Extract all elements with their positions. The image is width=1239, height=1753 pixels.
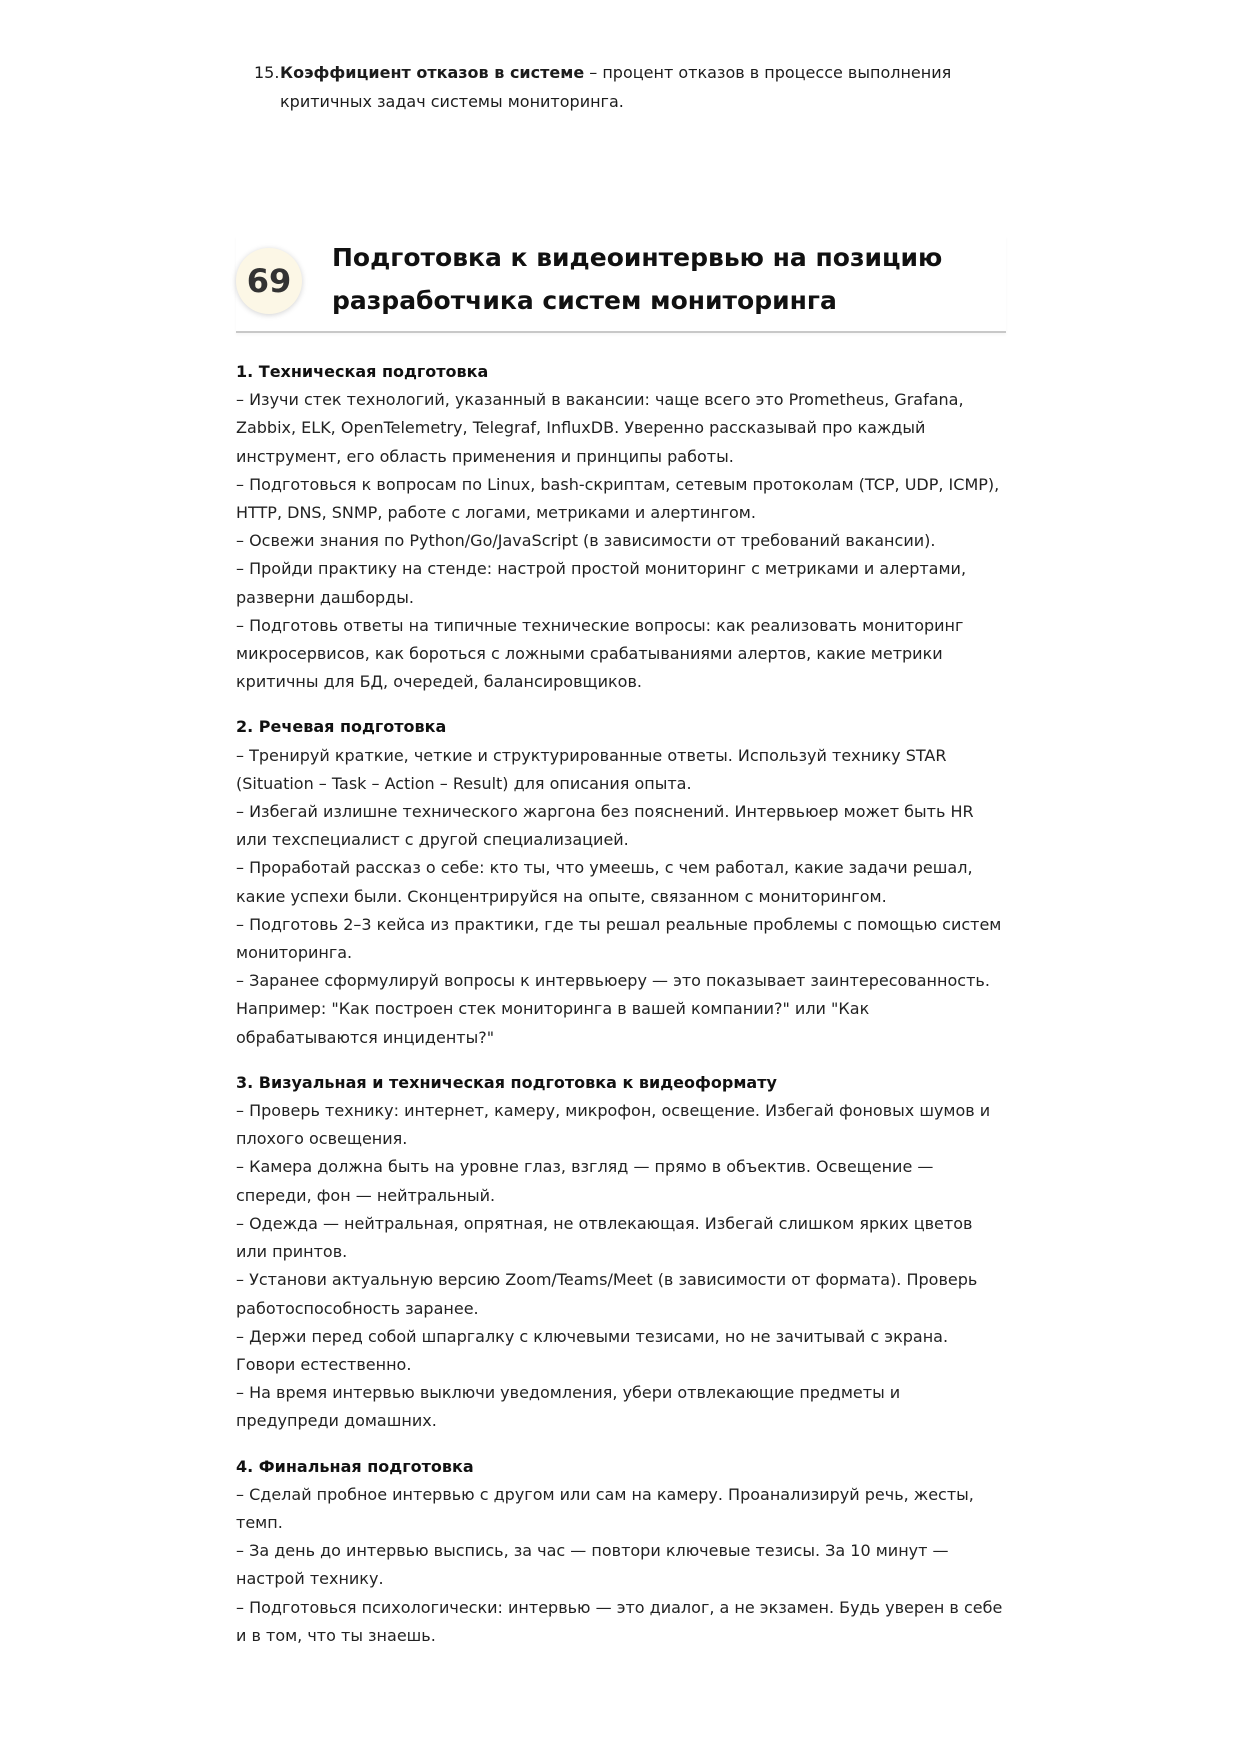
paragraph: – Проработай рассказ о себе: кто ты, что умеешь, с чем работал, какие задачи решал, какие успехи были. Сконцентрируйся на опыте, связанном с мониторингом.	[236, 858, 973, 906]
section-technical	[236, 358, 1006, 696]
section-heading: 4. Финальная подготовка	[236, 1456, 474, 1476]
paragraph: – Подготовься психологически: интервью — это диалог, а не экзамен. Будь уверен в себе и в том, что ты знаешь.	[236, 1597, 1003, 1645]
list-item-term: Коэффициент отказов в системе	[280, 63, 585, 82]
paragraph: – Подготовься к вопросам по Linux, bash-скриптам, сетевым протоколам (TCP, UDP, ICMP), HTTP, DNS, SNMP, работе с логами, метриками и алертингом.	[236, 474, 1000, 523]
list-item-text	[254, 58, 954, 116]
list-item-15	[254, 58, 954, 116]
paragraph: – Избегай излишне технического жаргона без пояснений. Интервьюер может быть HR или техспециалист с другой специализацией.	[236, 802, 974, 850]
paragraph: – Одежда — нейтральная, опрятная, не отвлекающая. Избегай слишком ярких цветов или принтов.	[236, 1213, 973, 1262]
paragraph: – Освежи знания по Python/Go/JavaScript (в зависимости от требований вакансии).	[236, 531, 936, 551]
paragraph: – Сделай пробное интервью с другом или сам на камеру. Проанализируй речь, жесты, темп.	[236, 1484, 974, 1532]
list-item-number: 15.	[254, 63, 280, 82]
paragraph: – Установи актуальную версию Zoom/Teams/Meet (в зависимости от формата). Проверь работоспособность заранее.	[236, 1270, 978, 1318]
paragraph: – Заранее сформулируй вопросы к интервьюеру — это показывает заинтересованность. Например: "Как построен стек мониторинга в вашей компании?" или "Как обрабатываются инциденты?"	[236, 971, 990, 1047]
paragraph: – Подготовь ответы на типичные технические вопросы: как реализовать мониторинг микросервисов, как бороться с ложными срабатываниями алертов, какие метрики критичны для БД, очередей, балансировщиков.	[236, 615, 964, 692]
paragraph: – Подготовь 2–3 кейса из практики, где ты решал реальные проблемы с помощью систем мониторинга.	[236, 914, 1002, 963]
paragraph: – Проверь технику: интернет, камеру, микрофон, освещение. Избегай фоновых шумов и плохого освещения.	[236, 1101, 991, 1149]
section-heading: 3. Визуальная и техническая подготовка к видеоформату	[236, 1072, 777, 1092]
chapter-title: Подготовка к видеоинтервью на позицию разработчика систем мониторинга	[332, 243, 943, 315]
chapter-header	[236, 236, 1006, 333]
section-heading: 2. Речевая подготовка	[236, 717, 447, 737]
paragraph: – Изучи стек технологий, указанный в вакансии: чаще всего это Prometheus, Grafana, Zabbix, ELK, OpenTelemetry, Telegraf, InfluxDB. Уверенно рассказывай про каждый инструмент, его область применения и принципы работы.	[236, 390, 964, 466]
section-heading: 1. Техническая подготовка	[236, 362, 489, 381]
section-final	[236, 1453, 1006, 1650]
section-speech	[236, 713, 1006, 1051]
chapter-number-badge: 69	[236, 248, 302, 314]
section-visual	[236, 1069, 1006, 1436]
paragraph: – Держи перед собой шпаргалку с ключевыми тезисами, но не зачитывай с экрана. Говори естественно.	[236, 1326, 949, 1374]
paragraph: – Пройди практику на стенде: настрой простой мониторинг с метриками и алертами, разверни дашборды.	[236, 559, 967, 607]
paragraph: – На время интервью выключи уведомления, убери отвлекающие предметы и предупреди домашних.	[236, 1383, 901, 1431]
paragraph: – За день до интервью выспись, за час — повтори ключевые тезисы. За 10 минут — настрой технику.	[236, 1541, 949, 1589]
paragraph: – Камера должна быть на уровне глаз, взгляд — прямо в объектив. Освещение — спереди, фон — нейтральный.	[236, 1157, 934, 1205]
paragraph: – Тренируй краткие, четкие и структурированные ответы. Используй технику STAR (Situation – Task – Action – Result) для описания опыта.	[236, 745, 947, 793]
list-item-description: – процент отказов в процессе выполнения критичных задач системы мониторинга.	[280, 63, 952, 111]
chapter-content	[236, 358, 1006, 1667]
